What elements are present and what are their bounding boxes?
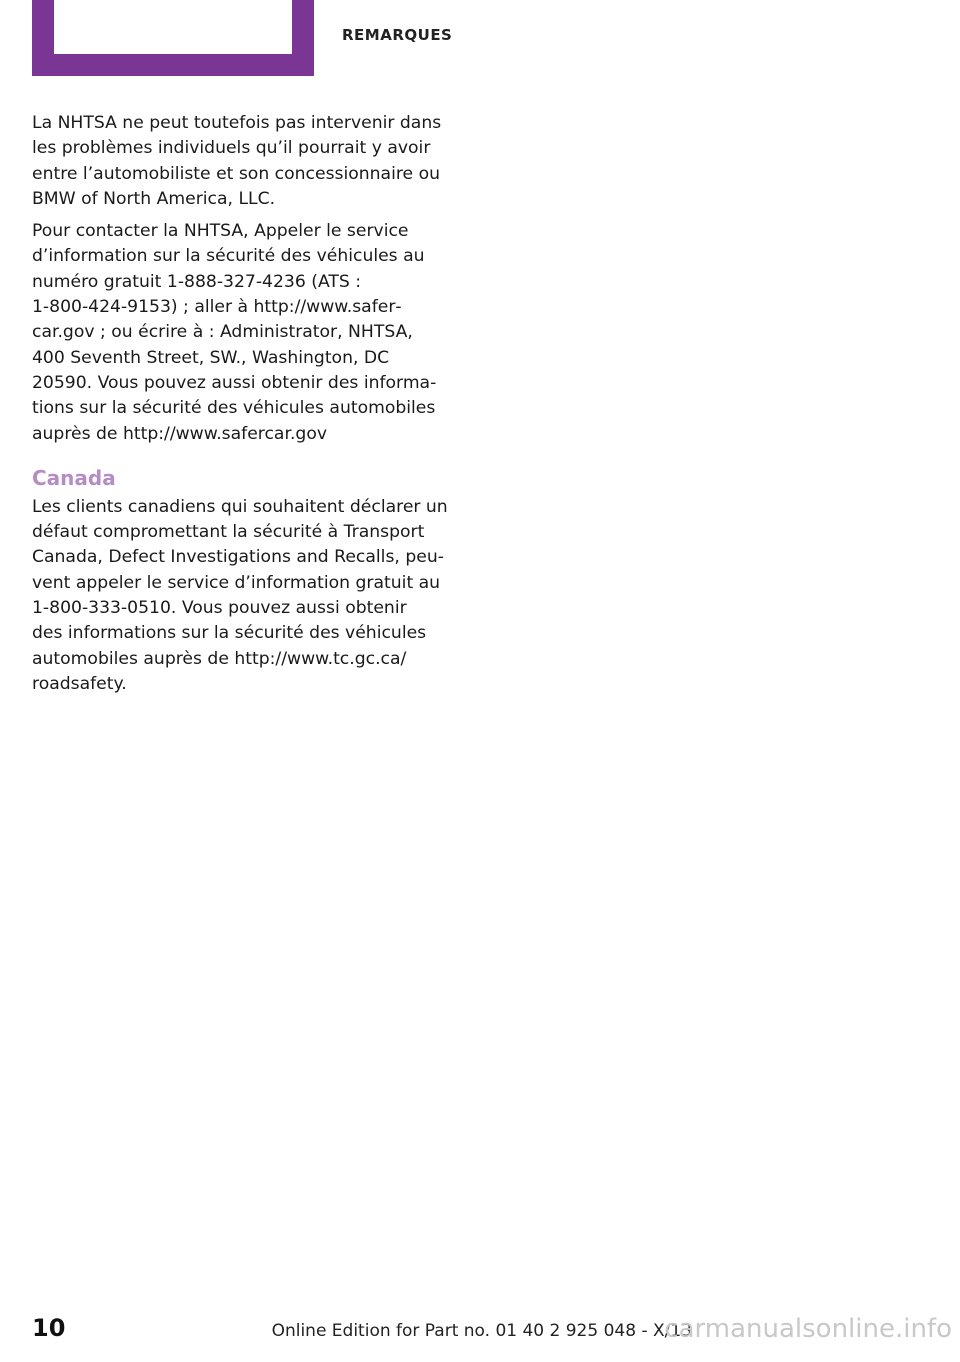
section-title: REMARQUES: [342, 26, 453, 44]
text-line: auprès de http://www.safercar.gov: [32, 423, 328, 444]
paragraph-canada: [32, 495, 452, 697]
text-line: tions sur la sécurité des véhicules automobiles: [32, 398, 436, 419]
text-line: Pour contacter la NHTSA, Appeler le service: [32, 221, 409, 242]
main-content: [32, 111, 452, 704]
text-line: roadsafety.: [32, 673, 127, 694]
text-line: BMW of North America, LLC.: [32, 188, 276, 209]
text-line: 20590. Vous pouvez aussi obtenir des informa‐: [32, 372, 437, 393]
page-number: 10: [32, 1314, 66, 1342]
edition-footer: Online Edition for Part no. 01 40 2 925 048 - X/13: [271, 1321, 692, 1341]
text-line: défaut compromettant la sécurité à Transport: [32, 522, 425, 543]
text-line: des informations sur la sécurité des véhicules: [32, 623, 427, 644]
paragraph-nhtsa-limits: [32, 111, 452, 212]
text-line: d’information sur la sécurité des véhicules au: [32, 246, 425, 267]
text-line: 400 Seventh Street, SW., Washington, DC: [32, 347, 390, 368]
text-line: les problèmes individuels qu’il pourrait y avoir: [32, 138, 431, 159]
canada-heading: Canada: [32, 465, 116, 490]
text-line: 1-800-424-9153) ; aller à http://www.safer‐: [32, 297, 402, 318]
chapter-tab-box: [32, 0, 314, 76]
text-line: 1-800-333-0510. Vous pouvez aussi obtenir: [32, 598, 407, 619]
paragraph-nhtsa-contact: [32, 219, 452, 447]
text-line: car.gov ; ou écrire à : Administrator, NHTSA,: [32, 322, 413, 343]
watermark: carmanualsonline.info: [664, 1314, 952, 1344]
text-line: vent appeler le service d’information gratuit au: [32, 572, 441, 593]
text-line: Canada, Defect Investigations and Recalls, peu‐: [32, 547, 444, 568]
text-line: entre l’automobiliste et son concessionnaire ou: [32, 163, 440, 184]
text-line: Les clients canadiens qui souhaitent déclarer un: [32, 496, 448, 517]
text-line: numéro gratuit 1-888-327-4236 (ATS :: [32, 271, 362, 292]
text-line: La NHTSA ne peut toutefois pas intervenir dans: [32, 113, 442, 133]
text-line: automobiles auprès de http://www.tc.gc.ca/: [32, 648, 407, 669]
